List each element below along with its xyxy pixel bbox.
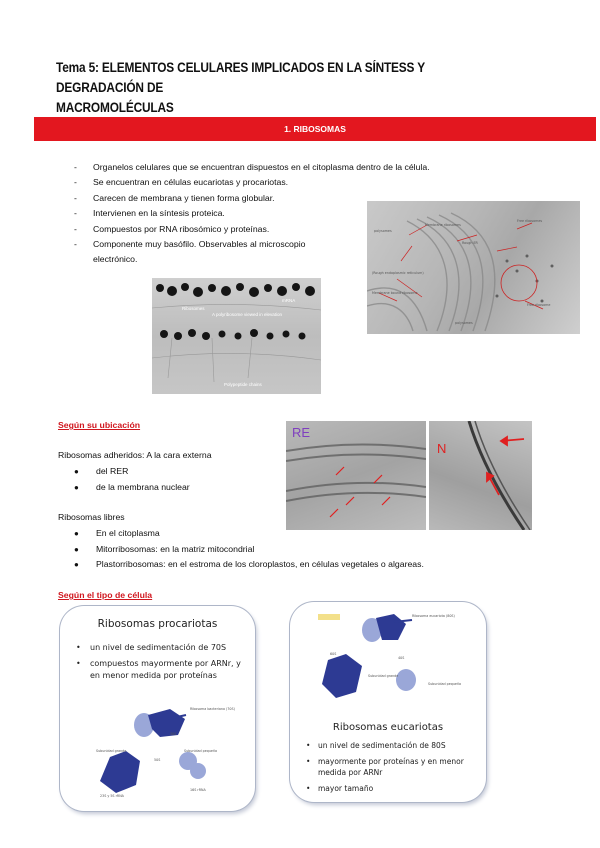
rer-micrograph xyxy=(286,421,426,530)
micrograph-label: Ribosomes xyxy=(182,306,205,311)
list-item: • un nivel de sedimentación de 70S xyxy=(76,643,227,652)
list-item: • mayormente por proteínas y en menor medida por ARNr xyxy=(306,757,464,777)
page-title: Tema 5: ELEMENTOS CELULARES IMPLICADOS EN LA SÍNTESS Y DEGRADACIÓN DE MACROMOLÉCULAS xyxy=(56,60,425,115)
micrograph-label: Membrane bound ribosome xyxy=(372,291,418,295)
micrograph-label: mRNA xyxy=(282,298,296,303)
adheridos-label: Ribosomas adheridos: A la cara externa xyxy=(58,450,212,460)
section-heading-ubicacion: Según su ubicación xyxy=(58,420,141,430)
micrograph-label: Free ribosomes xyxy=(517,219,543,223)
card-title: Ribosomas procariotas xyxy=(97,618,218,630)
list-item: ● de la membrana nuclear xyxy=(74,481,190,492)
illustration-label: Subunidad grande xyxy=(96,749,127,753)
micrograph-label: Membrane ribosomes xyxy=(425,223,461,227)
eukaryotic-ribosome-illustration xyxy=(290,610,486,705)
em-label-n: N xyxy=(437,441,447,456)
section-heading-tipo: Según el tipo de célula xyxy=(58,590,153,600)
list-item: ● Plastorribosomas: en el estroma de los cloroplastos, en células vegetales o algareas. xyxy=(74,559,424,570)
list-item: ● Mitorribosomas: en la matriz mitocondrial xyxy=(74,543,255,554)
list-item: • mayor tamaño xyxy=(306,784,374,793)
rough-er-micrograph xyxy=(367,201,580,334)
micrograph-label: polysomes xyxy=(374,229,392,233)
micrograph-label: Polypeptide chains xyxy=(224,382,262,387)
section-banner: 1. RIBOSOMAS xyxy=(34,117,596,141)
prokaryotic-ribosome-card xyxy=(60,606,255,811)
list-item: ● del RER xyxy=(74,466,129,476)
illustration-label: 16S rRNA xyxy=(190,788,206,792)
libres-list xyxy=(74,526,424,573)
eukaryotic-list xyxy=(306,740,478,794)
list-item: - Componente muy basófilo. Observables al microscopio electrónico. xyxy=(74,239,306,265)
nuclear-envelope-micrograph xyxy=(429,421,532,530)
micrograph-label: Rough ER xyxy=(462,241,478,245)
card-title: Ribosomas eucariotas xyxy=(332,722,444,733)
illustration-label: 30S xyxy=(170,732,177,736)
illustration-label: Ribosoma eucariota (80S) xyxy=(412,614,455,618)
micrograph-label: (Rough endoplasmic reticulum) xyxy=(372,271,424,275)
illustration-label: 60S xyxy=(330,652,337,656)
list-item: - Intervienen en la síntesis proteica. xyxy=(74,208,225,219)
eukaryotic-ribosome-card xyxy=(290,602,486,802)
illustration-label: Subunidad pequeña xyxy=(428,682,462,686)
libres-label: Ribosomas libres xyxy=(58,512,125,522)
micrograph-label: A polyribosome viewed in elevation xyxy=(212,312,283,317)
illustration-label: Subunidad pequeña xyxy=(184,749,218,753)
list-item: ● En el citoplasma xyxy=(74,528,160,538)
illustration-label: Subunidad grande xyxy=(368,674,399,678)
prokaryotic-list xyxy=(76,642,246,682)
illustration-label: Ribosoma bacteriano (70S) xyxy=(190,707,235,711)
list-item: - Se encuentran en células eucariotas y procariotas. xyxy=(74,177,289,188)
em-label-re: RE xyxy=(292,425,311,440)
list-item: - Organelos celulares que se encuentran dispuestos en el citoplasma dentro de la célula. xyxy=(74,162,430,172)
micrograph-label: Free ribosome xyxy=(527,303,551,307)
micrograph-label: polysomes xyxy=(455,321,473,325)
adheridos-list xyxy=(74,464,190,495)
prokaryotic-ribosome-illustration xyxy=(60,701,255,806)
list-item: - Carecen de membrana y tienen forma globular. xyxy=(74,192,275,203)
list-item: • un nivel de sedimentación de 80S xyxy=(306,741,446,750)
polyribosome-micrograph xyxy=(152,278,321,394)
illustration-label: 50S xyxy=(154,758,161,762)
illustration-label: 23S y 5S rRNA xyxy=(100,794,124,798)
list-item: - Compuestos por RNA ribosómico y proteínas. xyxy=(74,223,270,234)
illustration-label: 40S xyxy=(398,656,405,660)
list-item: • compuestos mayormente por ARNr, y en menor medida por proteínas xyxy=(76,659,241,680)
